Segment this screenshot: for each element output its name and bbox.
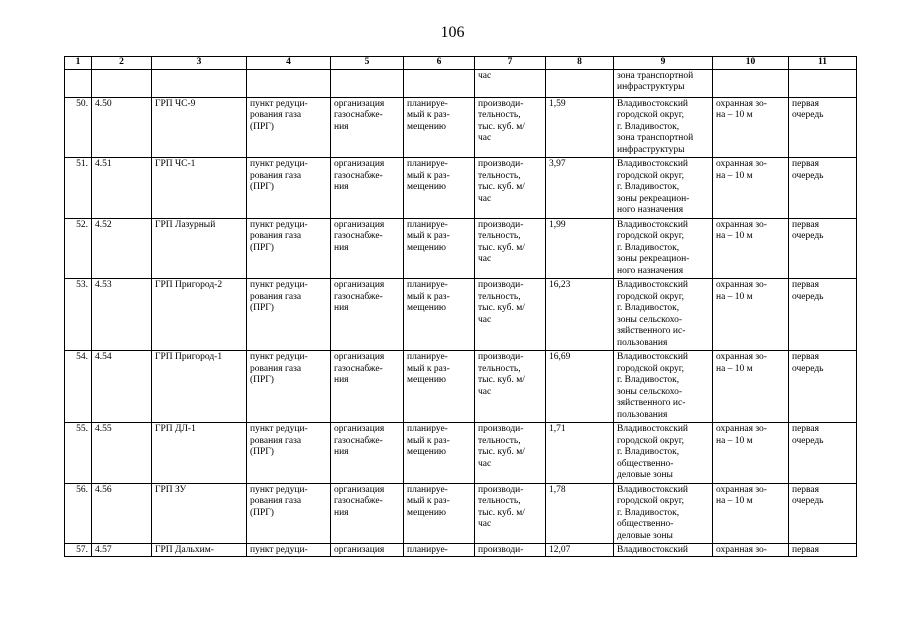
table-cell: ГРП Лазурный <box>152 218 247 279</box>
table-cell: организация газоснабже- ния <box>331 483 404 544</box>
table-cell: планируе- мый к раз- мещению <box>404 218 475 279</box>
table-cell <box>713 69 789 97</box>
table-cell: охранная зо- на – 10 м <box>713 351 789 423</box>
table-row <box>65 351 857 423</box>
header-cell: 6 <box>404 57 475 70</box>
table-cell: производи- тельность, тыс. куб. м/ час <box>475 97 546 158</box>
table-cell: первая очередь <box>789 423 857 484</box>
table-cell <box>247 69 331 97</box>
table-cell: организация газоснабже- ния <box>331 218 404 279</box>
table-cell: Владивостокский <box>614 544 713 557</box>
table-cell: производи- тельность, тыс. куб. м/ час <box>475 483 546 544</box>
table-cell: 1,71 <box>546 423 614 484</box>
table-cell <box>331 69 404 97</box>
table-cell: охранная зо- на – 10 м <box>713 483 789 544</box>
header-cell: 2 <box>92 57 152 70</box>
table-cell: Владивостокский городской округ, г. Владивосток, общественно- деловые зоны <box>614 423 713 484</box>
table-cell: пункт редуци- рования газа (ПРГ) <box>247 279 331 351</box>
table-cell: 4.52 <box>92 218 152 279</box>
table-cell: организация газоснабже- ния <box>331 279 404 351</box>
row-number: 52. <box>65 218 92 279</box>
table-cell: первая очередь <box>789 218 857 279</box>
table-cell: 4.53 <box>92 279 152 351</box>
table-cell: ГРП ЧС-9 <box>152 97 247 158</box>
table-cell <box>404 69 475 97</box>
table-cell: 12,07 <box>546 544 614 557</box>
table-cell <box>789 69 857 97</box>
header-cell: 9 <box>614 57 713 70</box>
table-cell: 16,69 <box>546 351 614 423</box>
table-cell: планируе- мый к раз- мещению <box>404 97 475 158</box>
table-cell: первая очередь <box>789 351 857 423</box>
table-cell: производи- <box>475 544 546 557</box>
table-cell: ГРП Пригород-2 <box>152 279 247 351</box>
table-cell: Владивостокский городской округ, г. Владивосток, зоны сельскохо- зяйственного ис- пользования <box>614 279 713 351</box>
header-cell: 3 <box>152 57 247 70</box>
table-cell: производи- тельность, тыс. куб. м/ час <box>475 158 546 219</box>
table-cell: 3,97 <box>546 158 614 219</box>
header-cell: 10 <box>713 57 789 70</box>
page-number: 106 <box>440 24 465 41</box>
table-cell: 4.55 <box>92 423 152 484</box>
table-cell: 1,78 <box>546 483 614 544</box>
table-cell: 1,99 <box>546 218 614 279</box>
header-cell: 5 <box>331 57 404 70</box>
table-row <box>65 483 857 544</box>
table-cell: ГРП ЧС-1 <box>152 158 247 219</box>
table-cell: пункт редуци- рования газа (ПРГ) <box>247 97 331 158</box>
table-cell: зона транспортной инфраструктуры <box>614 69 713 97</box>
table-cell: охранная зо- на – 10 м <box>713 218 789 279</box>
row-number: 55. <box>65 423 92 484</box>
header-cell: 4 <box>247 57 331 70</box>
header-row <box>65 57 857 70</box>
table-cell: производи- тельность, тыс. куб. м/ час <box>475 218 546 279</box>
table-cell: организация <box>331 544 404 557</box>
table-cell: организация газоснабже- ния <box>331 97 404 158</box>
table-cell: планируе- мый к раз- мещению <box>404 279 475 351</box>
table-cell: 4.54 <box>92 351 152 423</box>
table-cell: пункт редуци- <box>247 544 331 557</box>
table-cell: Владивостокский городской округ, г. Владивосток, зона транспортной инфраструктуры <box>614 97 713 158</box>
table-cell: организация газоснабже- ния <box>331 158 404 219</box>
row-number: 56. <box>65 483 92 544</box>
table-cell: охранная зо- на – 10 м <box>713 97 789 158</box>
table-row <box>65 279 857 351</box>
header-cell: 11 <box>789 57 857 70</box>
table-cell: 1,59 <box>546 97 614 158</box>
row-number: 50. <box>65 97 92 158</box>
table-cell <box>152 69 247 97</box>
table-cell: производи- тельность, тыс. куб. м/ час <box>475 279 546 351</box>
table-cell <box>546 69 614 97</box>
header-cell: 8 <box>546 57 614 70</box>
table-cell: охранная зо- <box>713 544 789 557</box>
table-row <box>65 158 857 219</box>
table-row <box>65 544 857 557</box>
table-cell: организация газоснабже- ния <box>331 351 404 423</box>
table-cell: 4.57 <box>92 544 152 557</box>
table-cell: ГРП ДЛ-1 <box>152 423 247 484</box>
table-cell: планируе- мый к раз- мещению <box>404 158 475 219</box>
table-cell: первая очередь <box>789 97 857 158</box>
table-cell: 16,23 <box>546 279 614 351</box>
facilities-table <box>64 56 857 557</box>
table-cell: Владивостокский городской округ, г. Владивосток, общественно- деловые зоны <box>614 483 713 544</box>
table-cell: планируе- мый к раз- мещению <box>404 423 475 484</box>
table-cell <box>92 69 152 97</box>
table-cell: Владивостокский городской округ, г. Владивосток, зоны рекреацион- ного назначения <box>614 218 713 279</box>
table-cell: пункт редуци- рования газа (ПРГ) <box>247 483 331 544</box>
table-cell: планируе- мый к раз- мещению <box>404 483 475 544</box>
table-cell: ГРП Дальхим- <box>152 544 247 557</box>
table-cell: производи- тельность, тыс. куб. м/ час <box>475 351 546 423</box>
table-cell: первая очередь <box>789 158 857 219</box>
row-number: 51. <box>65 158 92 219</box>
table-cell: 4.51 <box>92 158 152 219</box>
table-row <box>65 423 857 484</box>
table-row <box>65 97 857 158</box>
table-row <box>65 218 857 279</box>
header-cell: 1 <box>65 57 92 70</box>
table-cell: первая очередь <box>789 279 857 351</box>
table-cell: пункт редуци- рования газа (ПРГ) <box>247 158 331 219</box>
table-cell: пункт редуци- рования газа (ПРГ) <box>247 423 331 484</box>
header-cell: 7 <box>475 57 546 70</box>
table-cell <box>65 69 92 97</box>
table-cell: ГРП ЗУ <box>152 483 247 544</box>
table-cell: 4.56 <box>92 483 152 544</box>
row-number: 53. <box>65 279 92 351</box>
table-cell: планируе- мый к раз- мещению <box>404 351 475 423</box>
table-cell: организация газоснабже- ния <box>331 423 404 484</box>
table-cell: охранная зо- на – 10 м <box>713 158 789 219</box>
row-number: 54. <box>65 351 92 423</box>
row-number: 57. <box>65 544 92 557</box>
table-cell: ГРП Пригород-1 <box>152 351 247 423</box>
table-cell: производи- тельность, тыс. куб. м/ час <box>475 423 546 484</box>
table-cell: охранная зо- на – 10 м <box>713 423 789 484</box>
table-cell: Владивостокский городской округ, г. Владивосток, зоны сельскохо- зяйственного ис- пользования <box>614 351 713 423</box>
table-cell: пункт редуци- рования газа (ПРГ) <box>247 351 331 423</box>
table-cell: Владивостокский городской округ, г. Владивосток, зоны рекреацион- ного назначения <box>614 158 713 219</box>
table-cell: первая очередь <box>789 483 857 544</box>
table-cell: планируе- <box>404 544 475 557</box>
table-cell: 4.50 <box>92 97 152 158</box>
table-cell: охранная зо- на – 10 м <box>713 279 789 351</box>
table-cell: час <box>475 69 546 97</box>
table-cell: пункт редуци- рования газа (ПРГ) <box>247 218 331 279</box>
continuation-row <box>65 69 857 97</box>
table-cell: первая <box>789 544 857 557</box>
